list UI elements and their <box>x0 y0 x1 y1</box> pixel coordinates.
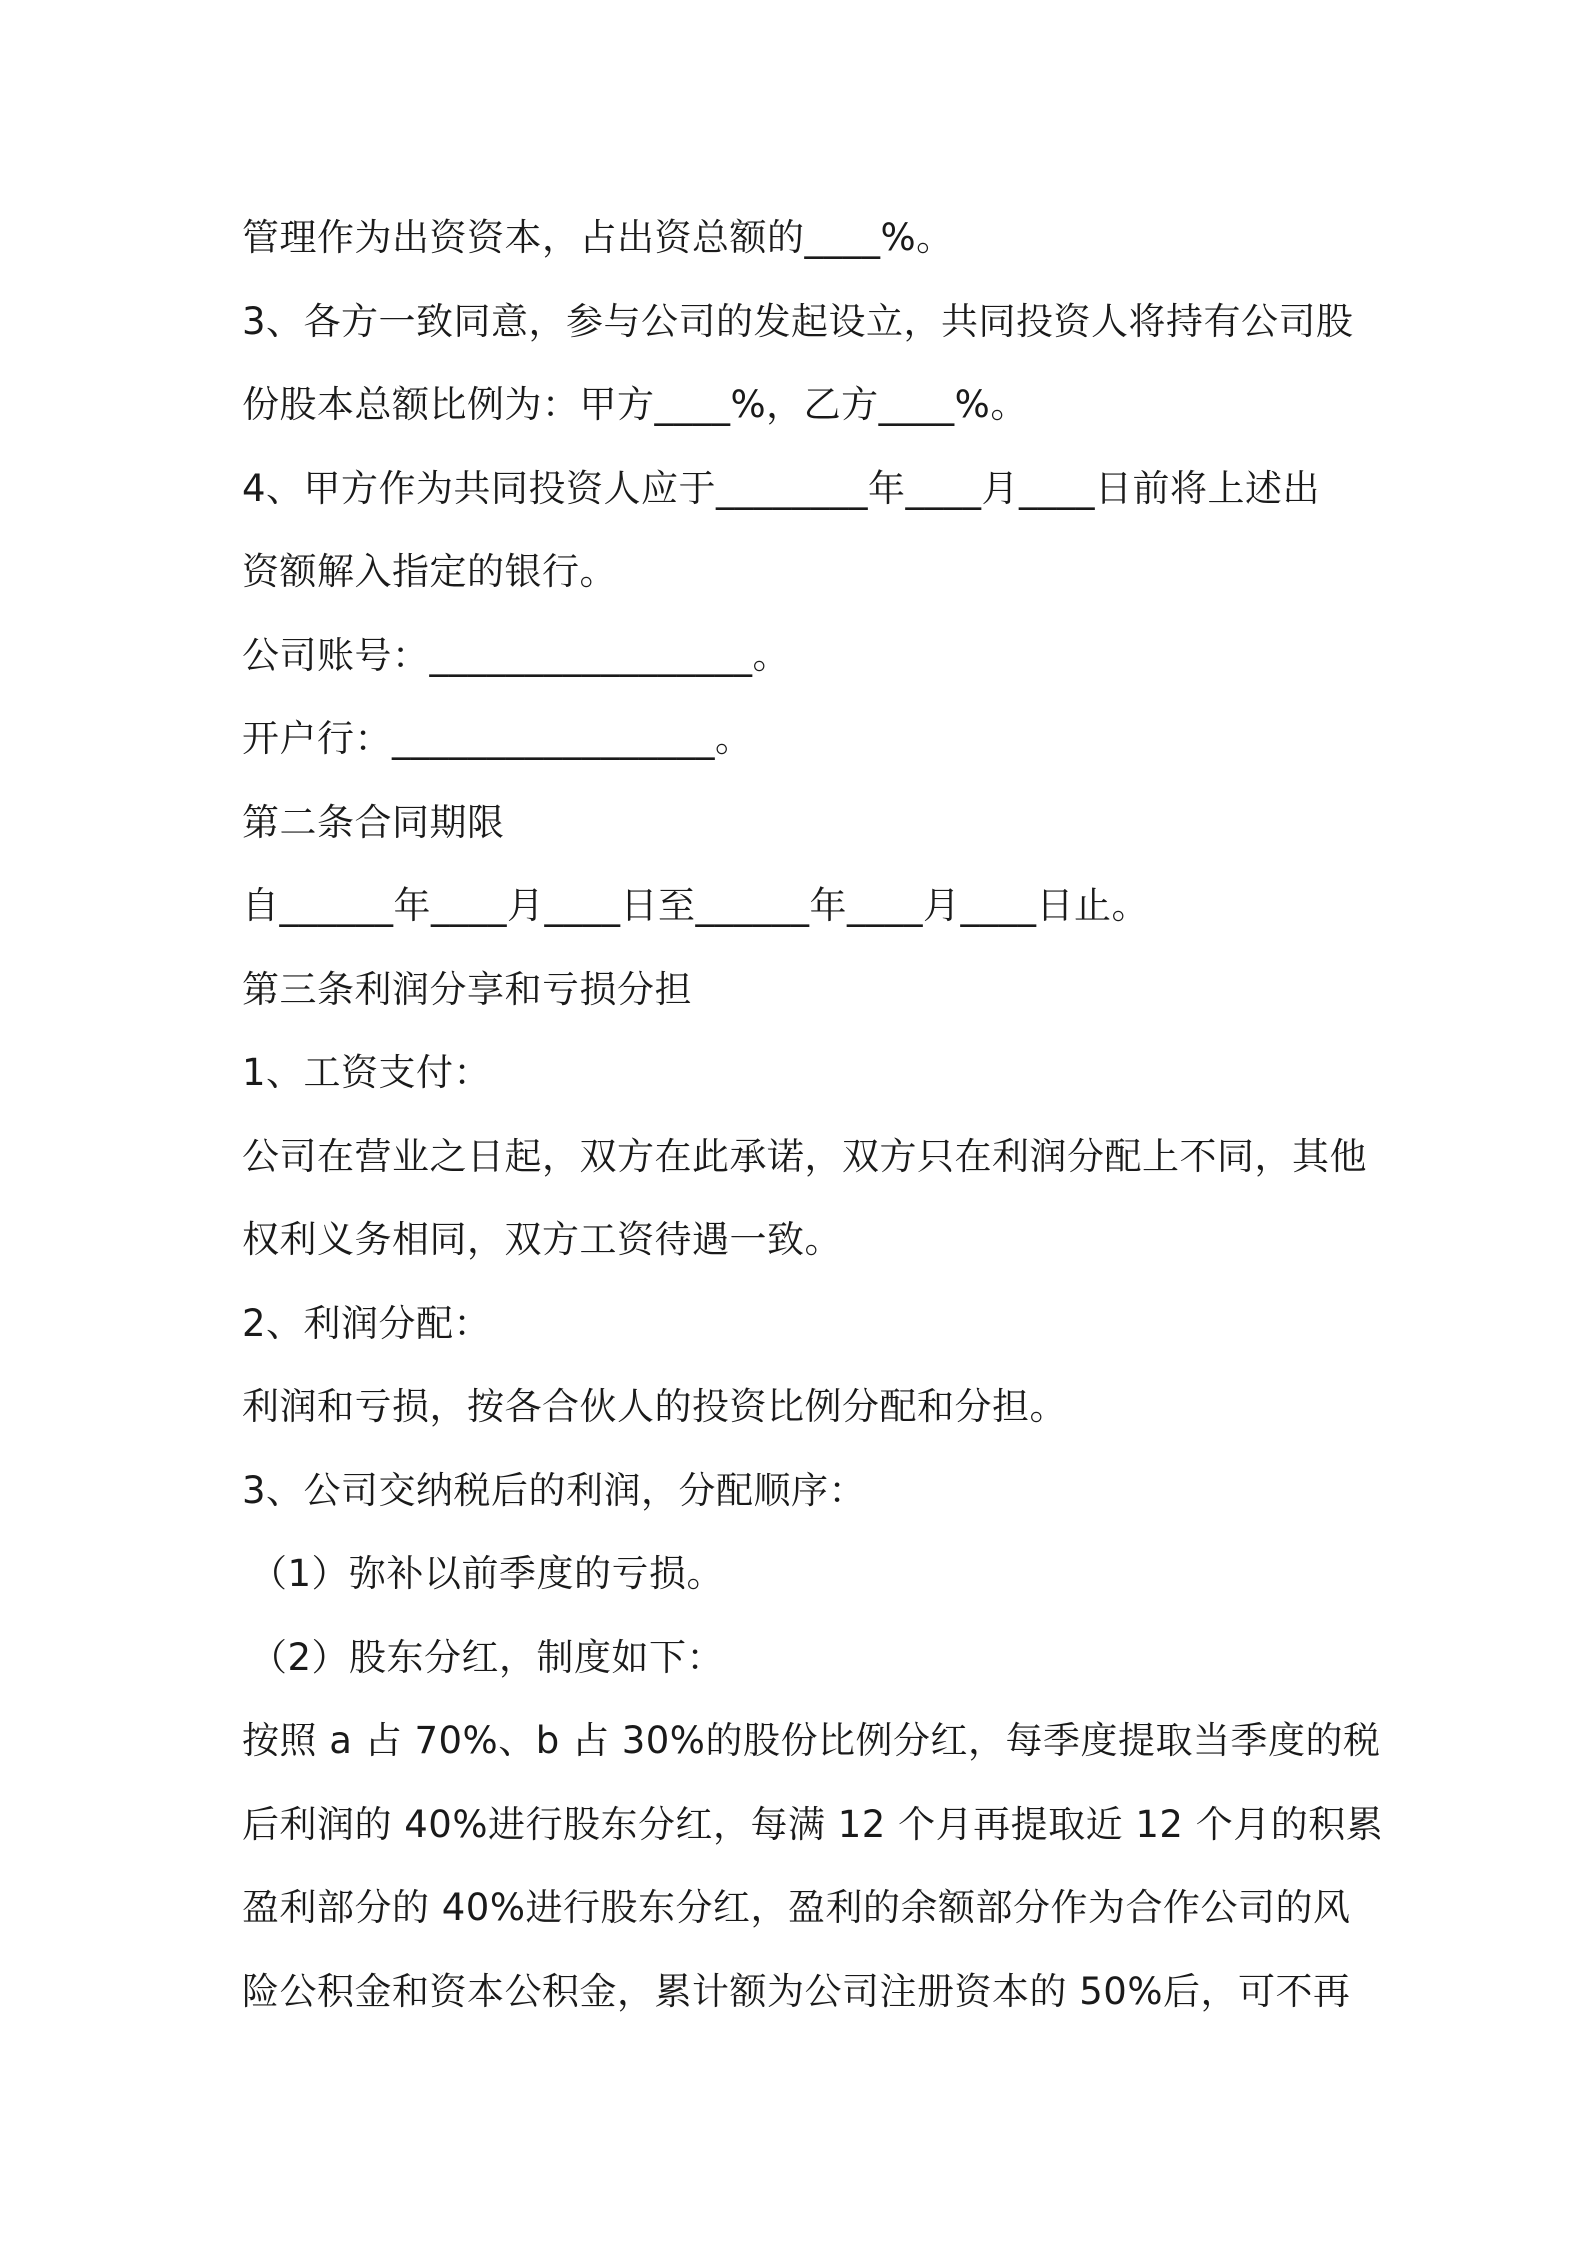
text-line: 3、各方一致同意，参与公司的发起设立，共同投资人将持有公司股 <box>242 299 1354 343</box>
company-account-line: 公司账号：_________________。 <box>242 633 790 677</box>
list-item: （2）股东分红，制度如下： <box>250 1635 725 1679</box>
document-body <box>242 196 1384 2033</box>
text-line: 盈利部分的 40%进行股东分红，盈利的余额部分作为合作公司的风 <box>242 1886 1351 1929</box>
text-line: 1、工资支付： <box>242 1051 492 1094</box>
text-line: 4、甲方作为共同投资人应于________年____月____日前将上述出 <box>242 466 1321 510</box>
text-line: 自______年____月____日至______年____月____日止。 <box>242 884 1149 927</box>
list-item: （1）弥补以前季度的亏损。 <box>250 1552 725 1595</box>
text-line: 份股本总额比例为：甲方____%，乙方____%。 <box>242 383 1028 426</box>
bank-line: 开户行：_________________。 <box>242 717 753 760</box>
text-line: 后利润的 40%进行股东分红，每满 12 个月再提取近 12 个月的积累 <box>242 1802 1384 1846</box>
text-line: 管理作为出资资本，占出资总额的____%。 <box>242 216 954 259</box>
text-line: 权利义务相同，双方工资待遇一致。 <box>242 1218 842 1261</box>
text-line: 资额解入指定的银行。 <box>242 550 617 593</box>
text-line: 公司在营业之日起，双方在此承诺，双方只在利润分配上不同，其他 <box>242 1134 1367 1178</box>
section-heading: 第二条合同期限 <box>242 800 505 844</box>
text-line: 按照 a 占 70%、b 占 30%的股份比例分红，每季度提取当季度的税 <box>242 1719 1381 1762</box>
text-line: 险公积金和资本公积金，累计额为公司注册资本的 50%后，可不再 <box>242 1969 1351 2013</box>
text-line: 3、公司交纳税后的利润，分配顺序： <box>242 1468 867 1512</box>
text-line: 利润和亏损，按各合伙人的投资比例分配和分担。 <box>242 1385 1067 1428</box>
text-line: 2、利润分配： <box>242 1301 492 1345</box>
section-heading: 第三条利润分享和亏损分担 <box>242 967 692 1011</box>
